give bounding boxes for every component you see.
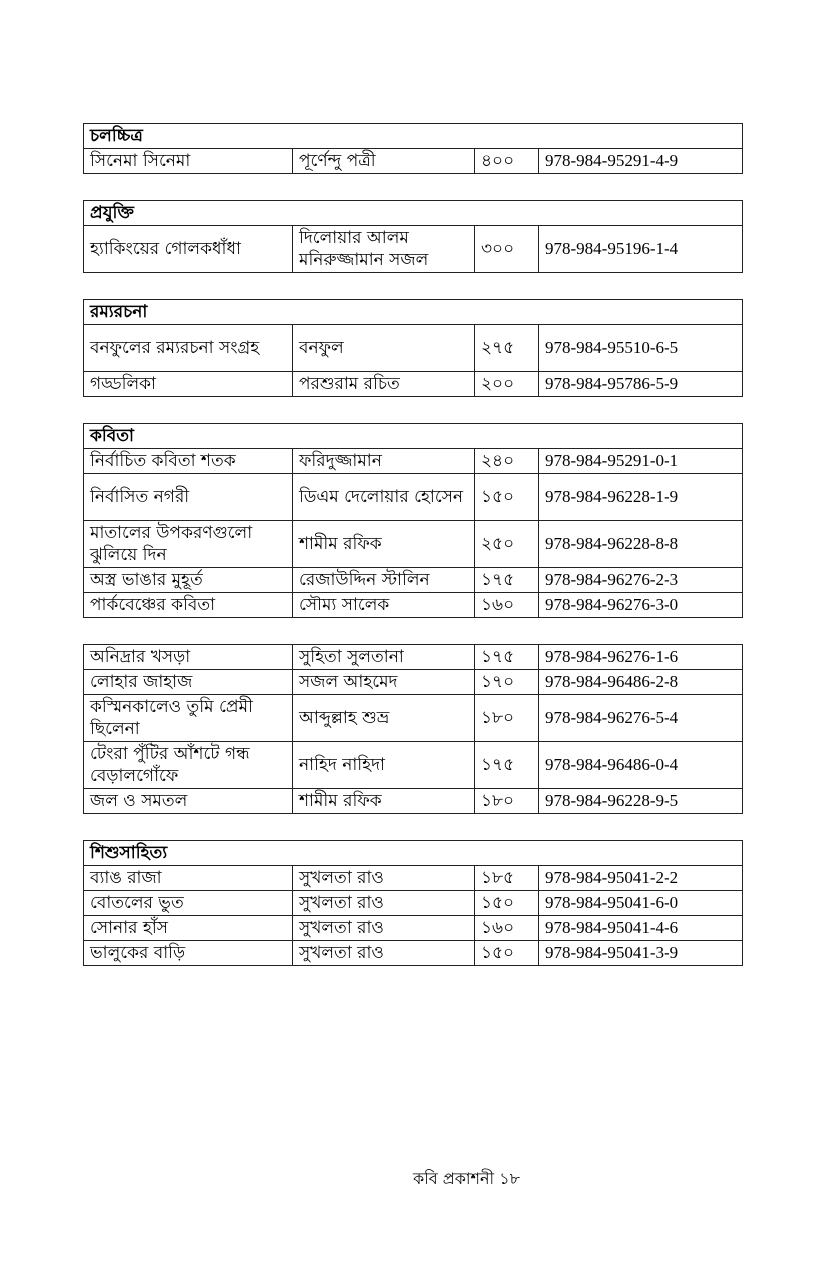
book-author: পরশুরাম রচিত bbox=[293, 372, 475, 397]
book-isbn: 978-984-95041-4-6 bbox=[539, 916, 743, 941]
category-heading: চলচ্চিত্র bbox=[84, 124, 743, 149]
table-row bbox=[84, 645, 743, 670]
book-table bbox=[83, 200, 743, 273]
book-title: বোতলের ভুত bbox=[84, 891, 293, 916]
catalog-section bbox=[83, 644, 742, 814]
book-price: ১৮৫ bbox=[475, 866, 539, 891]
table-row bbox=[84, 916, 743, 941]
book-price: ১৫০ bbox=[475, 474, 539, 521]
book-title: সোনার হাঁস bbox=[84, 916, 293, 941]
book-author: সুখলতা রাও bbox=[293, 866, 475, 891]
category-header-row bbox=[84, 201, 743, 226]
book-isbn: 978-984-96228-8-8 bbox=[539, 521, 743, 568]
book-title: নির্বাচিত কবিতা শতক bbox=[84, 449, 293, 474]
book-title: পার্কবেঞ্চের কবিতা bbox=[84, 593, 293, 618]
book-title: টেংরা পুঁটির আঁশটে গন্ধ বেড়ালগোঁফে bbox=[84, 742, 293, 789]
book-table bbox=[83, 123, 743, 174]
book-author: নাহিদ নাহিদা bbox=[293, 742, 475, 789]
book-price: ২৭৫ bbox=[475, 325, 539, 372]
book-title: লোহার জাহাজ bbox=[84, 670, 293, 695]
book-title: ব্যাঙ রাজা bbox=[84, 866, 293, 891]
book-title: ভালুকের বাড়ি bbox=[84, 941, 293, 966]
book-isbn: 978-984-96228-1-9 bbox=[539, 474, 743, 521]
book-isbn: 978-984-96276-3-0 bbox=[539, 593, 743, 618]
book-author: শামীম রফিক bbox=[293, 789, 475, 814]
book-price: ১৬০ bbox=[475, 916, 539, 941]
book-table bbox=[83, 644, 743, 814]
book-price: ২০০ bbox=[475, 372, 539, 397]
book-price: ২৫০ bbox=[475, 521, 539, 568]
page-footer bbox=[0, 1166, 825, 1193]
book-title: নির্বাসিত নগরী bbox=[84, 474, 293, 521]
book-title: অস্ত্র ভাঙার মুহূর্ত bbox=[84, 568, 293, 593]
book-isbn: 978-984-96486-2-8 bbox=[539, 670, 743, 695]
catalog-section bbox=[83, 840, 742, 966]
book-isbn: 978-984-96276-2-3 bbox=[539, 568, 743, 593]
book-title: গড্ডলিকা bbox=[84, 372, 293, 397]
book-title: মাতালের উপকরণগুলো ঝুলিয়ে দিন bbox=[84, 521, 293, 568]
book-price: ৩০০ bbox=[475, 226, 539, 273]
category-header-row bbox=[84, 424, 743, 449]
book-price: ১৭৫ bbox=[475, 568, 539, 593]
category-header-row bbox=[84, 841, 743, 866]
table-row bbox=[84, 789, 743, 814]
book-title: হ্যাকিংয়ের গোলকধাঁধা bbox=[84, 226, 293, 273]
book-author: সজল আহমেদ bbox=[293, 670, 475, 695]
book-title: সিনেমা সিনেমা bbox=[84, 149, 293, 174]
category-heading: রম্যরচনা bbox=[84, 300, 743, 325]
book-isbn: 978-984-95041-2-2 bbox=[539, 866, 743, 891]
book-isbn: 978-984-95291-4-9 bbox=[539, 149, 743, 174]
table-row bbox=[84, 941, 743, 966]
book-price: ১৫০ bbox=[475, 941, 539, 966]
table-row bbox=[84, 325, 743, 372]
book-price: ৪০০ bbox=[475, 149, 539, 174]
table-row bbox=[84, 568, 743, 593]
book-title: কস্মিনকালেও তুমি প্রেমী ছিলেনা bbox=[84, 695, 293, 742]
book-isbn: 978-984-95291-0-1 bbox=[539, 449, 743, 474]
book-author: সুহিতা সুলতানা bbox=[293, 645, 475, 670]
book-price: ১৫০ bbox=[475, 891, 539, 916]
book-isbn: 978-984-96276-1-6 bbox=[539, 645, 743, 670]
book-author: সুখলতা রাও bbox=[293, 891, 475, 916]
book-author: দিলোয়ার আলম মনিরুজ্জামান সজল bbox=[293, 226, 475, 273]
book-price: ১৬০ bbox=[475, 593, 539, 618]
category-heading: কবিতা bbox=[84, 424, 743, 449]
book-price: ১৭০ bbox=[475, 670, 539, 695]
book-author: আব্দুল্লাহ শুভ্র bbox=[293, 695, 475, 742]
book-price: ১৮০ bbox=[475, 695, 539, 742]
book-isbn: 978-984-96276-5-4 bbox=[539, 695, 743, 742]
book-isbn: 978-984-95041-3-9 bbox=[539, 941, 743, 966]
book-author: শামীম রফিক bbox=[293, 521, 475, 568]
book-price: ১৭৫ bbox=[475, 742, 539, 789]
book-price: ১৮০ bbox=[475, 789, 539, 814]
table-row bbox=[84, 670, 743, 695]
book-isbn: 978-984-96228-9-5 bbox=[539, 789, 743, 814]
book-author: রেজাউদ্দিন স্টালিন bbox=[293, 568, 475, 593]
book-table bbox=[83, 423, 743, 618]
table-row bbox=[84, 695, 743, 742]
book-author: সৌম্য সালেক bbox=[293, 593, 475, 618]
catalog-section bbox=[83, 299, 742, 397]
catalog-sections bbox=[83, 123, 742, 992]
category-heading: শিশুসাহিত্য bbox=[84, 841, 743, 866]
table-row bbox=[84, 474, 743, 521]
book-author: ফরিদুজ্জামান bbox=[293, 449, 475, 474]
table-row bbox=[84, 372, 743, 397]
book-author: ডিএম দেলোয়ার হোসেন bbox=[293, 474, 475, 521]
book-isbn: 978-984-95041-6-0 bbox=[539, 891, 743, 916]
category-heading: প্রযুক্তি bbox=[84, 201, 743, 226]
catalog-section bbox=[83, 200, 742, 273]
table-row bbox=[84, 149, 743, 174]
book-title: বনফুলের রম্যরচনা সংগ্রহ bbox=[84, 325, 293, 372]
book-author: সুখলতা রাও bbox=[293, 941, 475, 966]
book-author: বনফুল bbox=[293, 325, 475, 372]
category-header-row bbox=[84, 300, 743, 325]
table-row bbox=[84, 449, 743, 474]
table-row bbox=[84, 521, 743, 568]
book-price: ১৭৫ bbox=[475, 645, 539, 670]
book-isbn: 978-984-96486-0-4 bbox=[539, 742, 743, 789]
catalog-section bbox=[83, 423, 742, 618]
table-row bbox=[84, 866, 743, 891]
book-price: ২৪০ bbox=[475, 449, 539, 474]
book-title: অনিদ্রার খসড়া bbox=[84, 645, 293, 670]
catalog-section bbox=[83, 123, 742, 174]
table-row bbox=[84, 891, 743, 916]
book-isbn: 978-984-95196-1-4 bbox=[539, 226, 743, 273]
book-title: জল ও সমতল bbox=[84, 789, 293, 814]
table-row bbox=[84, 226, 743, 273]
table-row bbox=[84, 593, 743, 618]
table-row bbox=[84, 742, 743, 789]
book-isbn: 978-984-95786-5-9 bbox=[539, 372, 743, 397]
book-table bbox=[83, 840, 743, 966]
book-author: পূর্ণেন্দু পত্রী bbox=[293, 149, 475, 174]
book-table bbox=[83, 299, 743, 397]
category-header-row bbox=[84, 124, 743, 149]
book-isbn: 978-984-95510-6-5 bbox=[539, 325, 743, 372]
book-author: সুখলতা রাও bbox=[293, 916, 475, 941]
footer-text: কবি প্রকাশনী ১৮ bbox=[413, 1169, 520, 1188]
